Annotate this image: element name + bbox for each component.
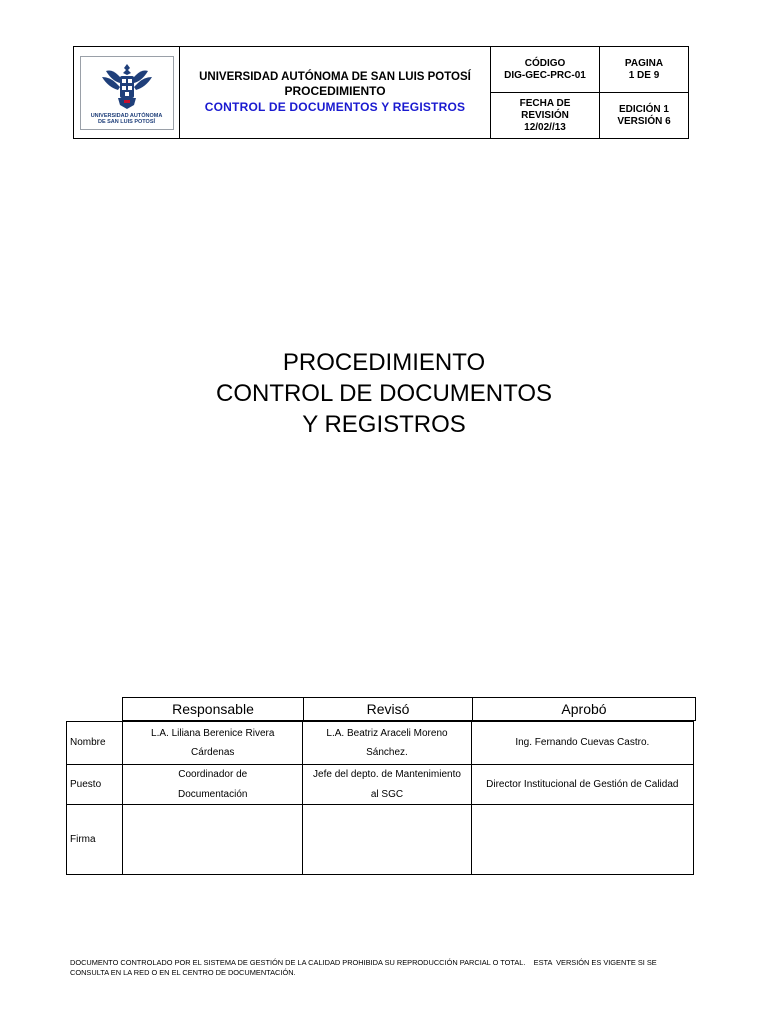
responsable-name-cell: [123, 722, 303, 765]
edition-cell: [600, 93, 689, 139]
responsable-position-cell: [123, 765, 303, 805]
document-header: [73, 46, 689, 139]
page-label: PAGINA: [624, 57, 664, 69]
reviso-position-line1: Jefe del depto. de Mantenimiento: [313, 769, 461, 780]
table-row: [67, 765, 694, 805]
aprobo-name-cell: Ing. Fernando Cuevas Castro.: [471, 722, 693, 765]
table-row: [67, 722, 694, 765]
row-label-puesto: Puesto: [67, 765, 123, 805]
main-title-line1: PROCEDIMIENTO: [282, 349, 486, 376]
revision-date-label-1: FECHA DE: [519, 97, 571, 109]
university-name: UNIVERSIDAD AUTÓNOMA DE SAN LUIS POTOSÍ: [199, 71, 471, 83]
row-label-firma: Firma: [67, 805, 123, 875]
signature-table-header: [122, 697, 696, 721]
document-type: PROCEDIMIENTO: [284, 84, 386, 98]
column-header-responsable: Responsable: [123, 698, 304, 721]
main-title: [0, 347, 768, 440]
logo-caption-line2: DE SAN LUIS POTOSÍ: [97, 118, 156, 125]
responsable-name-line1: L.A. Liliana Berenice Rivera: [151, 727, 275, 739]
revision-date-cell: [491, 93, 600, 139]
responsable-position-line1: Coordinador de: [178, 769, 248, 780]
footer-notice: [70, 958, 700, 978]
responsable-position-line2: Documentación: [177, 788, 248, 800]
code-value: DIG-GEC-PRC-01: [504, 69, 586, 81]
table-row: [67, 805, 694, 875]
footer-line2: CONSULTA EN LA RED O EN EL CENTRO DE DOCUMENTACIÓN.: [70, 968, 296, 977]
revision-date-value: 12/02//13: [524, 121, 566, 133]
logo-caption: [91, 113, 163, 125]
column-header-reviso: Revisó: [304, 698, 473, 721]
reviso-position-line2: al SGC: [370, 788, 404, 800]
logo-caption-line1: UNIVERSIDAD AUTÓNOMA: [90, 112, 163, 119]
title-cell: [180, 47, 491, 139]
page-cell: [600, 47, 689, 93]
logo-cell: [74, 47, 180, 139]
reviso-name-line1: L.A. Beatriz Araceli Moreno: [326, 727, 448, 739]
code-cell: [491, 47, 600, 93]
edition-value: EDICIÓN 1: [618, 103, 669, 115]
main-title-line2: CONTROL DE DOCUMENTOS: [215, 380, 553, 407]
version-value: VERSIÓN 6: [617, 115, 671, 127]
reviso-name-line2: Sánchez.: [366, 747, 408, 758]
university-logo: [80, 56, 174, 130]
reviso-name-cell: [303, 722, 471, 765]
signature-table: [66, 721, 694, 875]
reviso-signature-cell: [303, 805, 471, 875]
page-value: 1 DE 9: [628, 69, 660, 81]
revision-date-label-2: REVISIÓN: [521, 109, 569, 121]
aprobo-signature-cell: [471, 805, 693, 875]
main-title-line3: Y REGISTROS: [302, 411, 466, 438]
responsable-signature-cell: [123, 805, 303, 875]
footer-line1: DOCUMENTO CONTROLADO POR EL SISTEMA DE GESTIÓN DE LA CALIDAD PROHIBIDA SU REPRODUCCIÓN PARCIAL O TOTAL. ESTA VERSIÓN ES VIGENTE SI SE: [70, 958, 657, 967]
row-label-nombre: Nombre: [67, 722, 123, 765]
document-title: CONTROL DE DOCUMENTOS Y REGISTROS: [204, 100, 466, 114]
reviso-position-cell: [303, 765, 471, 805]
aprobo-position-cell: Director Institucional de Gestión de Calidad: [471, 765, 693, 805]
responsable-name-line2: Cárdenas: [191, 747, 235, 758]
eagle-crest-icon: [98, 61, 156, 111]
column-header-aprobo: Aprobó: [473, 698, 696, 721]
code-label: CÓDIGO: [524, 57, 566, 69]
